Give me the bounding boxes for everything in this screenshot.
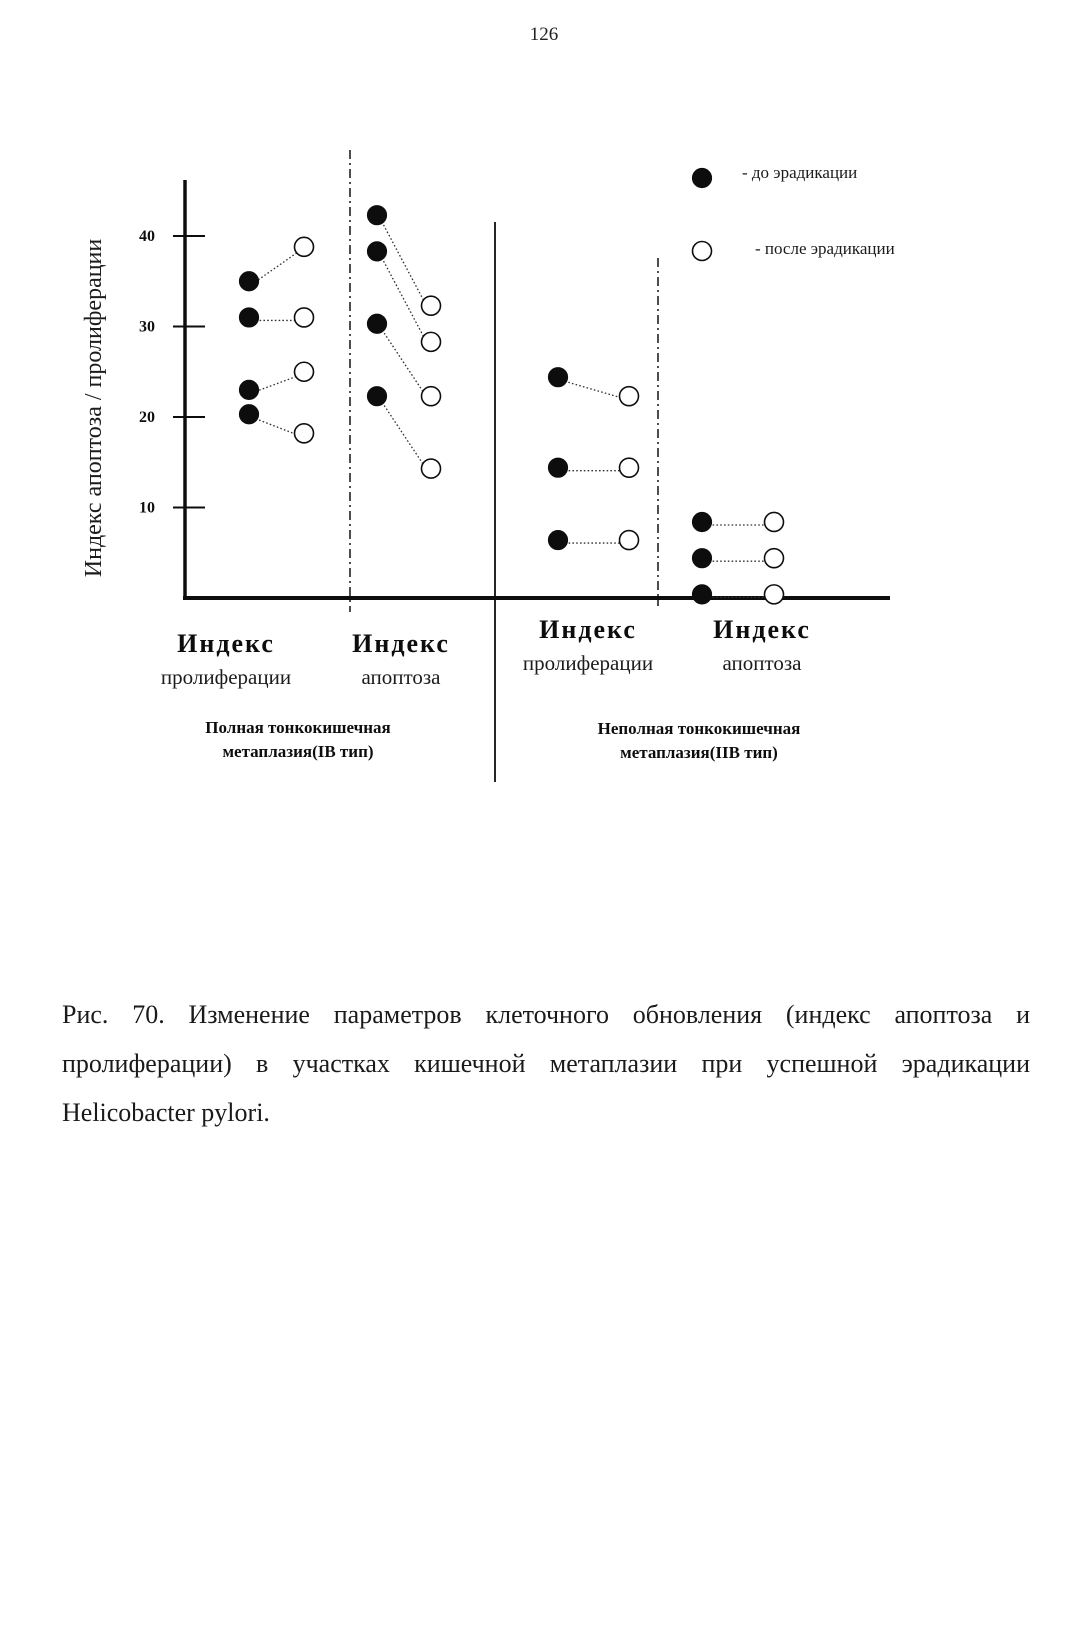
point-after xyxy=(422,296,441,315)
group-label: метаплазия(IB тип) xyxy=(222,742,374,761)
point-before xyxy=(368,387,387,406)
change-line xyxy=(252,417,301,436)
point-after xyxy=(765,585,784,604)
group-label: Неполная тонкокишечная xyxy=(597,719,801,738)
panel-subtitle: апоптоза xyxy=(722,651,802,675)
legend-label-after: - после эрадикации xyxy=(755,239,895,258)
legend-label-before: - до эрадикации xyxy=(742,163,858,182)
point-before xyxy=(549,458,568,477)
point-after xyxy=(620,458,639,477)
point-before xyxy=(368,206,387,225)
legend-marker-after xyxy=(693,242,712,261)
figure-caption: Рис. 70. Изменение параметров клеточного обновления (индекс апоптоза и пролиферации) в участках кишечной метаплазии при успешной эрадикации Helicobacter pylori. xyxy=(62,1000,1030,1127)
panel-subtitle: пролиферации xyxy=(522,651,654,675)
y-axis-label: Индекс апоптоза / пролиферации xyxy=(81,238,107,578)
point-before xyxy=(240,405,259,424)
point-after xyxy=(295,424,314,443)
change-line xyxy=(380,327,428,399)
panel-subtitle: пролиферации xyxy=(160,665,292,689)
change-line xyxy=(380,218,428,309)
point-after xyxy=(765,512,784,531)
group-label: метаплазия(IIB тип) xyxy=(620,743,778,762)
scatter-chart xyxy=(0,0,1088,800)
y-tick-label: 20 xyxy=(139,409,155,426)
change-line xyxy=(252,375,301,393)
point-before xyxy=(368,242,387,261)
point-before xyxy=(549,368,568,387)
point-after xyxy=(620,531,639,550)
panel-title: Индекс xyxy=(539,615,637,644)
y-tick-label: 30 xyxy=(139,318,155,336)
point-after xyxy=(295,362,314,381)
page-number: 126 xyxy=(529,24,559,45)
point-after xyxy=(295,237,314,256)
point-before xyxy=(240,272,259,291)
point-after xyxy=(422,332,441,351)
change-line xyxy=(380,254,428,345)
point-after xyxy=(295,308,314,327)
panel-title: Индекс xyxy=(177,629,275,658)
change-line xyxy=(252,250,301,284)
panel-subtitle: апоптоза xyxy=(361,665,441,689)
point-after xyxy=(422,459,441,478)
point-before xyxy=(368,314,387,333)
legend-marker-before xyxy=(693,169,712,188)
point-before xyxy=(693,549,712,568)
panel-title: Индекс xyxy=(352,629,450,658)
change-line xyxy=(561,380,626,399)
panel-title: Индекс xyxy=(713,615,811,644)
point-before xyxy=(549,531,568,550)
point-before xyxy=(693,512,712,531)
point-after xyxy=(765,549,784,568)
y-tick-label: 10 xyxy=(139,499,155,517)
point-before xyxy=(240,308,259,327)
point-after xyxy=(620,387,639,406)
group-label: Полная тонкокишечная xyxy=(205,718,391,737)
point-before xyxy=(240,380,259,399)
y-tick-label: 40 xyxy=(139,228,155,245)
change-line xyxy=(380,399,428,471)
point-after xyxy=(422,387,441,406)
point-before xyxy=(693,585,712,604)
